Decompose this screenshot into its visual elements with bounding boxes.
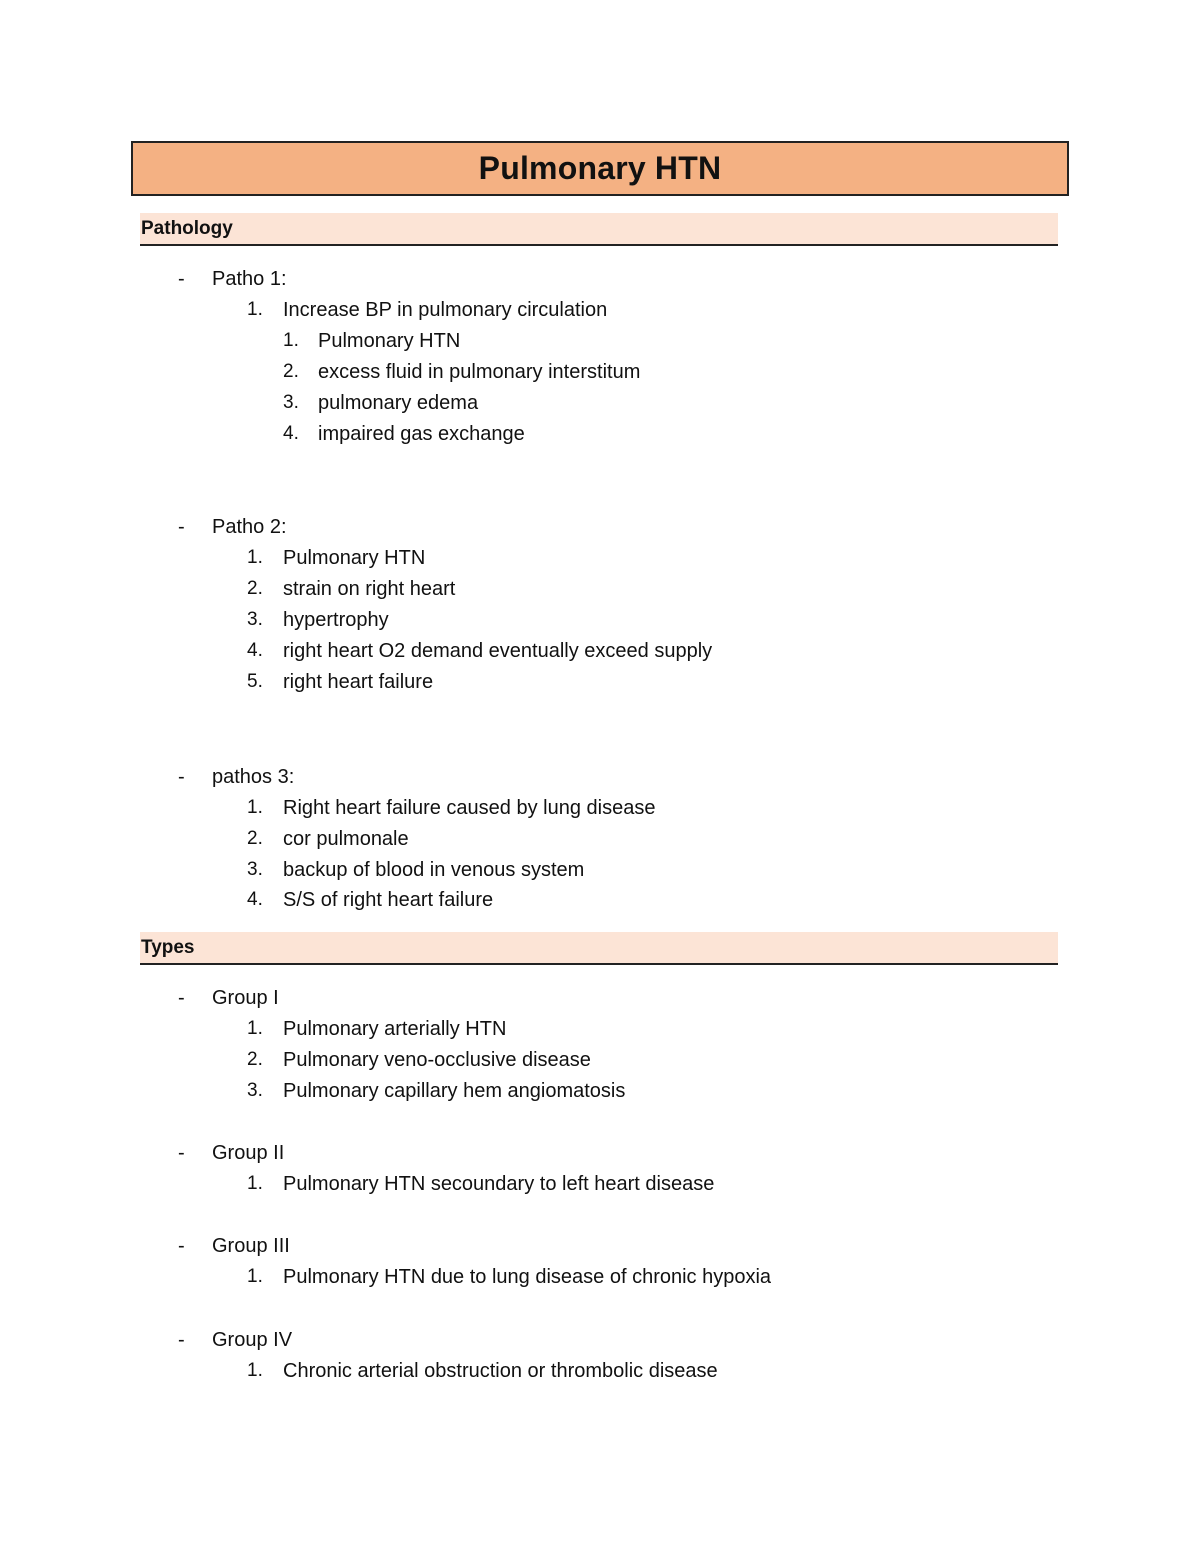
list-item-text: excess fluid in pulmonary interstitum — [318, 361, 641, 383]
list-item-text: right heart O2 demand eventually exceed supply — [283, 640, 713, 662]
list-item-text: right heart failure — [283, 671, 434, 693]
page-title: Pulmonary HTN — [478, 150, 722, 186]
section-header-types — [140, 932, 1058, 965]
list-item-text: cor pulmonale — [283, 828, 409, 850]
number-marker: 3. — [247, 1080, 263, 1101]
list-item-text: Increase BP in pulmonary circulation — [283, 299, 608, 321]
number-marker: 2. — [247, 1049, 263, 1070]
list-item-text: Pulmonary HTN secoundary to left heart disease — [283, 1173, 715, 1195]
list-item-text: impaired gas exchange — [318, 423, 525, 445]
list-item-text: backup of blood in venous system — [283, 859, 585, 881]
dash-marker: - — [178, 516, 185, 538]
dash-marker: - — [178, 766, 185, 788]
list-item-text: hypertrophy — [283, 609, 389, 631]
list-item-text: Pulmonary arterially HTN — [283, 1018, 507, 1040]
dash-marker: - — [178, 268, 185, 290]
number-marker: 2. — [247, 828, 263, 849]
number-marker: 2. — [283, 361, 299, 382]
list-item-text: Right heart failure caused by lung disease — [283, 797, 656, 819]
number-marker: 3. — [247, 859, 263, 880]
list-item-text: strain on right heart — [283, 578, 456, 600]
list-item-text: Pulmonary HTN — [283, 547, 426, 569]
number-marker: 2. — [247, 578, 263, 599]
group-label: Group II — [212, 1142, 285, 1164]
list-item-text: Pulmonary capillary hem angiomatosis — [283, 1080, 626, 1102]
group-label: Patho 2: — [212, 516, 287, 538]
section-title: Types — [141, 936, 195, 958]
section-title: Pathology — [141, 217, 233, 239]
list-item-text: Pulmonary HTN due to lung disease of chronic hypoxia — [283, 1266, 772, 1288]
dash-marker: - — [178, 987, 185, 1009]
number-marker: 5. — [247, 671, 263, 692]
number-marker: 4. — [247, 640, 263, 661]
page-title-banner — [131, 141, 1069, 196]
number-marker: 4. — [247, 889, 263, 910]
group-label: pathos 3: — [212, 766, 295, 788]
number-marker: 1. — [247, 547, 263, 568]
number-marker: 1. — [247, 299, 263, 320]
section-header-pathology — [140, 213, 1058, 246]
number-marker: 1. — [247, 1018, 263, 1039]
number-marker: 1. — [247, 1266, 263, 1287]
group-label: Group III — [212, 1235, 290, 1257]
number-marker: 1. — [247, 1173, 263, 1194]
number-marker: 1. — [283, 330, 299, 351]
list-item-text: Chronic arterial obstruction or thrombolic disease — [283, 1360, 718, 1382]
number-marker: 1. — [247, 797, 263, 818]
number-marker: 1. — [247, 1360, 263, 1381]
dash-marker: - — [178, 1142, 185, 1164]
list-item-text: S/S of right heart failure — [283, 889, 494, 911]
group-label: Group I — [212, 987, 279, 1009]
number-marker: 3. — [283, 392, 299, 413]
group-label: Group IV — [212, 1329, 293, 1351]
number-marker: 3. — [247, 609, 263, 630]
group-label: Patho 1: — [212, 268, 287, 290]
list-item-text: Pulmonary HTN — [318, 330, 461, 352]
dash-marker: - — [178, 1235, 185, 1257]
number-marker: 4. — [283, 423, 299, 444]
list-item-text: pulmonary edema — [318, 392, 479, 414]
dash-marker: - — [178, 1329, 185, 1351]
list-item-text: Pulmonary veno-occlusive disease — [283, 1049, 591, 1071]
